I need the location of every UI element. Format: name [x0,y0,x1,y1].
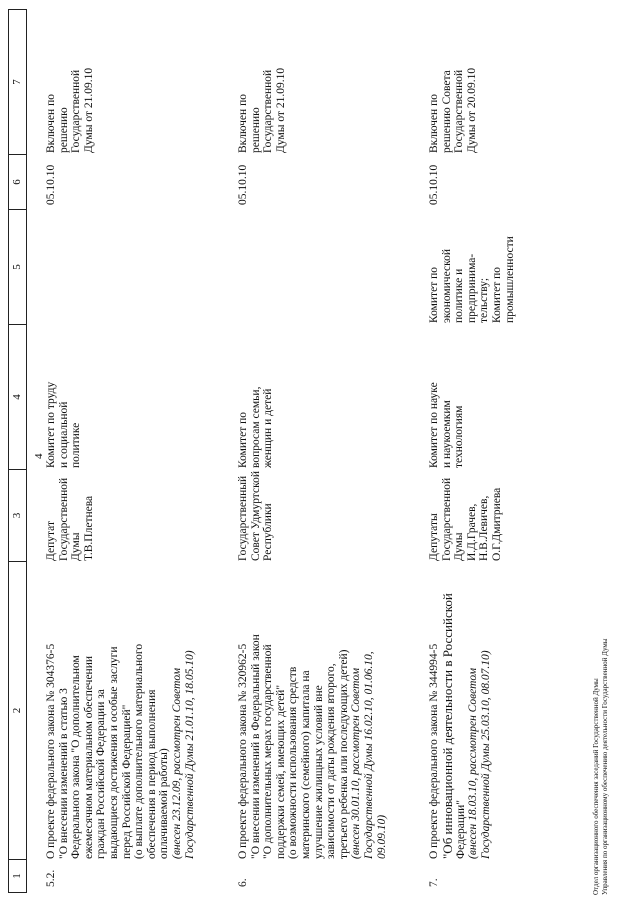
header-col-7: 7 [9,9,26,154]
text-line: Депутаты [428,513,440,561]
text-line: (о возможности использования средств [287,666,300,859]
text-line: тельству; [478,277,491,323]
table-header [8,9,27,893]
text-line: Включен по [45,94,57,153]
text-line: улучшение жилищных условий вне [312,685,325,859]
text-line: решению [249,107,262,153]
initiator [45,478,95,561]
row-number: 6. [237,878,249,887]
text-line: Государственной Думы 25.03.10, 08.07.10) [479,650,492,859]
text-line: Государственной [70,69,83,153]
text-line: граждан Российской Федерации за [95,689,108,859]
text-line: Федерации" [454,799,467,859]
status-note [45,68,95,153]
text-line: "О дополнительных мерах государственной [262,644,275,859]
header-col-1: 1 [9,859,26,892]
text-line: 05.10.10 [428,164,440,205]
text-line: Н.В.Левичев, [478,495,491,561]
co-committee [428,236,516,323]
text-line: Государственной [57,477,70,561]
text-line: "О внесении изменений в статью 3 [57,688,70,859]
text-line: перед Российской Федерацией" [120,704,133,859]
text-line: О проекте федерального закона № 320962-5 [237,643,249,859]
page-number: 4 [33,453,45,459]
header-col-2: 2 [9,561,26,859]
text-line: Включен по [428,94,440,153]
text-line: Государственной [453,69,466,153]
text-line: Республики [262,503,275,561]
text-line: Думы от 20.09.10 [465,67,478,153]
footer-line: Управления по организационному обеспечению деятельности Государственной Думы [600,638,609,895]
text-line: "О внесении изменений в Федеральный закон [249,634,262,859]
text-line: промышленности [503,236,516,323]
row-number: 7. [428,878,440,887]
text-line: Депутат [45,521,57,561]
text-line: третьего ребенка или последующих детей) [337,649,350,859]
text-line: предпринима- [465,253,478,323]
text-line: Думы [453,532,466,561]
text-line: Государственный [237,475,249,561]
text-line: Думы от 21.09.10 [274,67,287,153]
footer-line: Отдел организационного обеспечения заседаний Государственной Думы [592,678,600,895]
text-line: Государственной Думы 21.01.10, 18.05.10) [183,650,196,859]
text-line: 05.10.10 [237,164,249,205]
text-line: зависимости от даты рождения второго, [325,663,338,859]
text-line: Думы от 21.09.10 [82,67,95,153]
text-line: Федерального закона "О дополнительном [70,655,83,859]
date [237,165,250,205]
date [45,165,58,205]
text-line: Включен по [237,94,249,153]
text-line: О проекте федерального закона № 304376-5 [45,643,57,859]
header-col-3: 3 [9,469,26,561]
row-number: 5.2. [45,869,57,887]
text-line: и социальной [57,401,70,468]
text-line: (о выплате дополнительного материального [133,643,146,859]
text-line: (внесен 30.01.10, рассмотрен Советом [350,667,363,859]
header-col-4: 4 [9,324,26,469]
text-line: решению Совета [440,70,453,153]
text-line: ежемесячном материальном обеспечении [82,655,95,859]
committee [45,382,83,468]
text-line: обеспечения в период выполнения [145,689,158,859]
footer [592,639,609,895]
text-line: Комитет по [490,267,503,323]
text-line: (внесен 23.12.09, рассмотрен Советом [170,667,183,859]
text-line: экономической [440,249,453,323]
text-line: решению [57,107,70,153]
text-line: О проекте федерального закона № 344994-5 [428,643,440,859]
bill-description [237,634,388,859]
text-line: материнского (семейного) капитала на [299,670,312,859]
text-line: Государственной Думы 16.02.10, 01.06.10, [362,651,375,859]
committee [428,382,466,468]
text-line: вопросам семьи, [249,386,262,468]
initiator [428,478,504,561]
text-line: Государственной [440,477,453,561]
bill-description [45,644,196,859]
text-line: Совет Удмуртской [249,471,262,561]
status-note [428,68,478,153]
text-line: Комитет по [428,267,440,323]
text-line: (внесен 18.03.10, рассмотрен Советом [467,667,480,859]
status-note [237,68,287,153]
text-line: Комитет по [237,412,249,468]
header-col-6: 6 [9,154,26,209]
text-line: Комитет по науке [428,382,440,468]
header-col-5: 5 [9,209,26,324]
text-line: И.Д.Грачев, [465,503,478,561]
text-line: технологиям [453,405,466,468]
text-line: оплачиваемой работы) [158,748,171,859]
text-line: Т.В.Плетнева [82,495,95,561]
initiator [237,471,275,561]
text-line: 05.10.10 [45,164,57,205]
text-line: Государственной [262,69,275,153]
bill-description [428,593,492,859]
text-line: и наукоемким [440,400,453,468]
text-line: Комитет по труду [45,381,57,468]
text-line: женщин и детей [262,388,275,468]
text-line: Думы [70,532,83,561]
committee [237,387,275,468]
text-line: выдающиеся достижения и особые заслуги [107,646,120,859]
text-line: 09.09.10) [375,814,388,859]
date [428,165,441,205]
text-line: "Об инновационной деятельности в Российской [439,593,455,859]
text-line: политике [70,422,83,468]
text-line: О.Г.Дмитриева [490,487,503,561]
text-line: поддержки семей, имеющих детей" [274,684,287,859]
text-line: политике и [453,268,466,323]
